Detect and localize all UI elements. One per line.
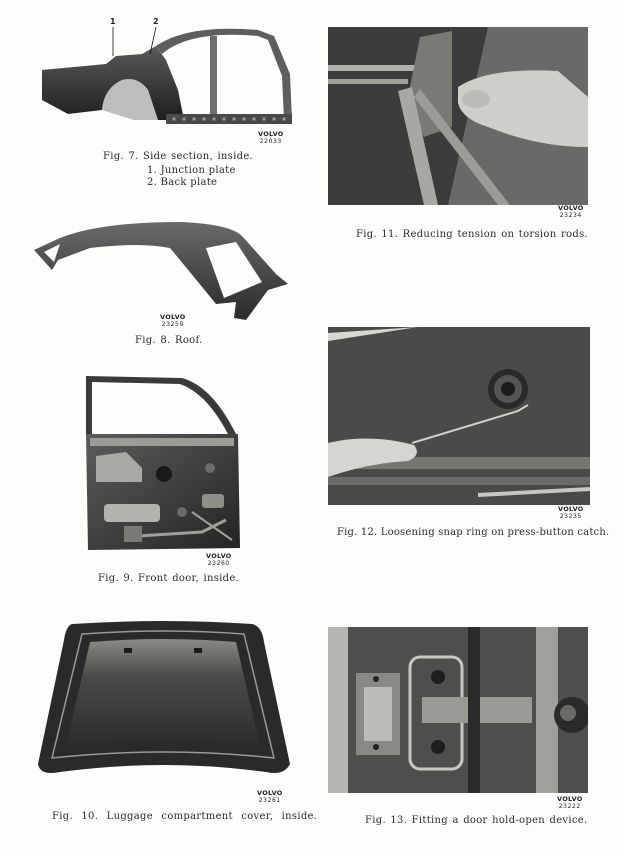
volvo-code-fig8 [160,314,186,328]
caption-fig8: Fig. 8. Roof. [135,335,203,346]
brand-mark: VOLVO [258,130,284,138]
brand-mark: VOLVO [257,789,283,797]
hold-open-device-photo [328,627,588,793]
callout-2: 2 [153,17,159,26]
caption-fig10: Fig. 10. Luggage compartment cover, inside. [52,811,318,822]
roof-illustration [30,222,295,322]
side-section-illustration [38,20,298,132]
legend-fig7 [147,165,236,189]
brand-mark: VOLVO [558,204,584,212]
volvo-code-fig12 [558,506,584,520]
figure-code: 23235 [559,513,582,520]
caption-fig9: Fig. 9. Front door, inside. [98,573,240,584]
figure-code: 23234 [559,212,582,219]
figure-code: 23261 [258,797,281,804]
legend-item-1: 1. Junction plate [147,165,236,176]
figure-code: 23260 [207,560,230,567]
volvo-code-fig10 [257,790,283,804]
caption-fig11: Fig. 11. Reducing tension on torsion rods. [356,229,588,240]
figure-code: 22033 [259,138,282,145]
caption-fig13: Fig. 13. Fitting a door hold-open device. [365,815,588,826]
brand-mark: VOLVO [558,505,584,513]
caption-fig7: Fig. 7. Side section, inside. [103,151,254,162]
figure-code: 23222 [558,803,581,810]
brand-mark: VOLVO [206,552,232,560]
figure-code: 23259 [161,321,184,328]
luggage-cover-illustration [34,618,292,780]
callout-1: 1 [110,17,116,26]
front-door-illustration [82,372,242,552]
volvo-code-fig9 [206,553,232,567]
volvo-code-fig11 [558,205,584,219]
torsion-rods-photo [328,27,588,205]
caption-fig12: Fig. 12. Loosening snap ring on press-button catch. [337,527,610,538]
volvo-code-fig7 [258,131,284,145]
b-pillar [210,36,217,116]
legend-item-2: 2. Back plate [147,177,218,188]
brand-mark: VOLVO [557,795,583,803]
snap-ring-photo [328,327,590,505]
brand-mark: VOLVO [160,313,186,321]
volvo-code-fig13 [557,796,583,810]
